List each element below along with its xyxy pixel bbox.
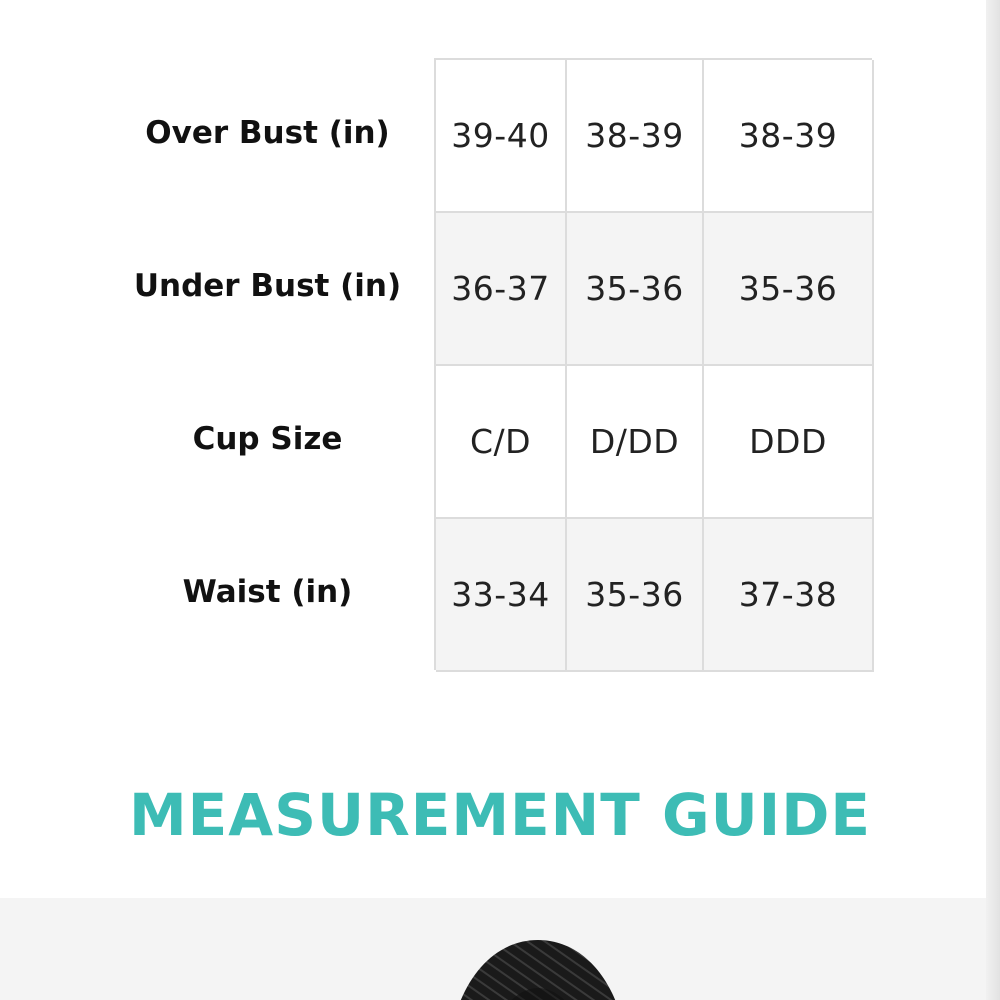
table-cell: 38-39 — [567, 60, 704, 213]
model-hair-image — [444, 938, 632, 1000]
right-edge-scroll-shadow — [986, 0, 1000, 1000]
table-cell: 36-37 — [436, 213, 567, 366]
size-chart-table — [434, 58, 872, 670]
table-cell: DDD — [704, 366, 874, 519]
table-cell: 38-39 — [704, 60, 874, 213]
row-label-over-bust: Over Bust (in) — [145, 115, 390, 151]
row-label-cup-size: Cup Size — [192, 421, 343, 457]
row-label-waist: Waist (in) — [182, 574, 353, 610]
table-cell: 39-40 — [436, 60, 567, 213]
table-cell: C/D — [436, 366, 567, 519]
table-cell: 35-36 — [567, 519, 704, 672]
measurement-guide-heading: MEASUREMENT GUIDE — [128, 781, 872, 849]
table-cell: D/DD — [567, 366, 704, 519]
table-cell: 37-38 — [704, 519, 874, 672]
row-label-under-bust: Under Bust (in) — [133, 268, 402, 304]
measurement-guide-image — [0, 898, 986, 1000]
table-cell: 35-36 — [704, 213, 874, 366]
table-cell: 33-34 — [436, 519, 567, 672]
table-cell: 35-36 — [567, 213, 704, 366]
